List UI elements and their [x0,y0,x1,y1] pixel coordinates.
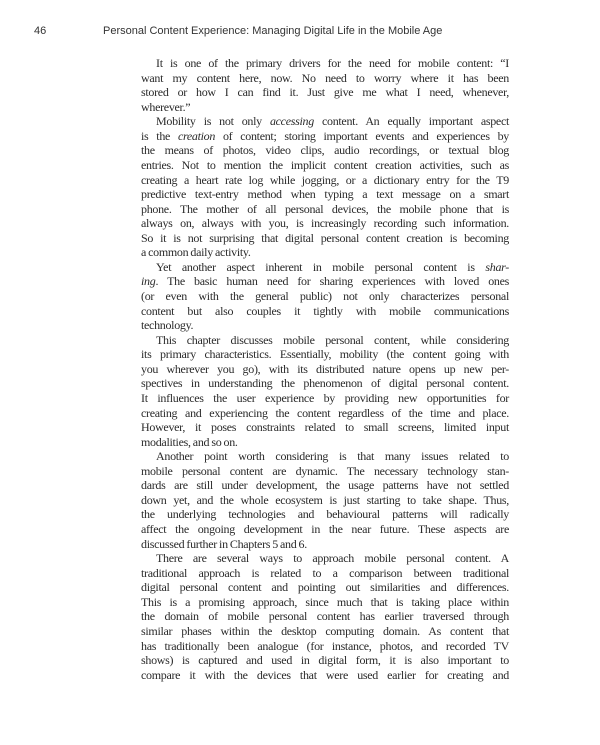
text-segment: creating and experiencing the content regardless of the time and place. [141,405,509,420]
paragraph [141,56,509,114]
text-line [141,85,509,100]
text-line [141,391,509,406]
paragraph [141,260,509,333]
text-segment: shows) is captured and used in digital form, it is also important to [141,653,509,668]
text-segment: creating a heart rate log while jogging, or a dictionary entry for the T9 [141,172,509,187]
text-line [141,158,509,173]
text-line [141,289,509,304]
text-line [141,274,509,289]
text-line [141,187,509,202]
text-line [141,406,509,421]
paragraph [141,449,509,551]
text-line [141,580,509,595]
text-segment: There are several ways to approach mobile personal content. A [156,551,509,566]
text-segment: dards are still under development, the usage patterns have not settled [141,478,509,493]
text-line [141,129,509,144]
text-segment: wherever.” [141,99,191,114]
text-line [141,493,509,508]
text-segment: the means of photos, video clips, audio recordings, or textual blog [141,143,509,158]
text-segment: the domain of mobile personal content has earlier traversed through [141,609,509,624]
text-segment: traditional approach is related to a comparison between traditional [141,565,509,580]
text-segment: the underlying technologies and behavioural patterns will radically [141,507,509,522]
italic-text: shar- [485,259,509,274]
text-segment: always on, always with you, is increasingly recording such information. [141,216,509,231]
text-segment: compare it with the devices that were used earlier for creating and [141,667,509,682]
text-line [141,71,509,86]
text-line [141,653,509,668]
body-text [141,56,509,682]
text-segment: is the [141,128,178,143]
text-line [141,435,509,450]
text-line [141,362,509,377]
text-line [141,522,509,537]
text-segment: It is one of the primary drivers for the need for mobile content: “I [156,56,509,70]
text-segment: (or even with the general public) not only characterizes personal [141,289,509,303]
text-line [141,143,509,158]
text-line [141,231,509,246]
text-line [141,449,509,464]
text-line [141,668,509,683]
text-segment: phone. The mother of all personal devices, the mobile phone that is [141,201,509,216]
text-line [141,56,509,71]
text-segment: content but also couples it tightly with mobile communications [141,303,509,318]
text-segment: This chapter discusses mobile personal content, while considering [156,332,509,347]
text-segment: of content; storing important events and experiences by [215,128,509,143]
text-line [141,202,509,217]
text-line [141,537,509,552]
text-segment: digital personal content and pointing out similarities and differences. [141,580,509,595]
text-line [141,333,509,348]
text-line [141,639,509,654]
text-segment: Mobility is not only [156,114,270,129]
text-line [141,464,509,479]
text-line [141,376,509,391]
text-segment: Yet another aspect inherent in mobile personal content is [156,259,486,274]
text-line [141,507,509,522]
text-segment: spectives in understanding the phenomenon of digital personal content. [141,376,509,391]
text-line [141,624,509,639]
text-line [141,216,509,231]
italic-text: creation [177,128,216,143]
text-line [141,114,509,129]
text-line [141,595,509,610]
text-segment: a common daily activity. [141,245,251,260]
text-segment: affect the ongoing development in the near future. These aspects are [141,522,509,536]
text-segment: However, it poses constraints related to small screens, limited input [141,420,509,435]
text-segment: similar phases within the desktop computing domain. As content that [141,623,509,638]
text-segment: mobile personal content are dynamic. The necessary technology stan- [141,463,509,478]
paragraph [141,551,509,682]
page-number: 46 [34,25,47,37]
text-segment: has traditionally been analogue (for instance, photos, and recorded TV [141,638,509,653]
text-line [141,173,509,188]
text-segment: predictive text-entry method when typing a text message on a smart [141,187,509,202]
text-segment: you wherever you go), with its distributed nature opens up new per- [141,361,509,376]
text-line [141,100,509,115]
italic-text: accessing [269,114,314,129]
text-line [141,347,509,362]
text-segment: want my content here, now. No need to worry where it has been [141,70,509,85]
text-line [141,551,509,566]
text-segment: stored or how I can find it. Just give me what I need, whenever, [141,85,509,100]
running-header-title: Personal Content Experience: Managing Digital Life in the Mobile Age [103,25,443,37]
paragraph [141,114,509,260]
text-segment: This is a promising approach, since much that is taking place within [141,594,509,609]
text-line [141,420,509,435]
text-line [141,478,509,493]
text-segment: down yet, and the whole ecosystem is just starting to take shape. Thus, [141,492,509,507]
text-segment: . The basic human need for sharing experiences with loved ones [155,274,509,289]
text-segment: discussed further in Chapters 5 and 6. [141,536,307,551]
text-segment: Another point worth considering is that many issues related to [156,449,509,464]
text-line [141,260,509,275]
text-segment: It influences the user experience by providing new opportunities for [141,390,509,405]
paragraph [141,333,509,450]
italic-text: ing [141,274,156,289]
text-line [141,318,509,333]
text-segment: its primary characteristics. Essentially, mobility (the content going with [141,347,509,362]
text-segment: So it is not surprising that digital personal content creation is becoming [141,230,509,245]
text-segment: modalities, and so on. [141,434,238,449]
text-segment: technology. [141,318,194,333]
text-line [141,609,509,624]
text-line [141,304,509,319]
text-line [141,566,509,581]
text-segment: entries. Not to mention the implicit content creation activities, such as [141,157,509,172]
text-segment: content. An equally important aspect [313,114,510,129]
text-line [141,245,509,260]
